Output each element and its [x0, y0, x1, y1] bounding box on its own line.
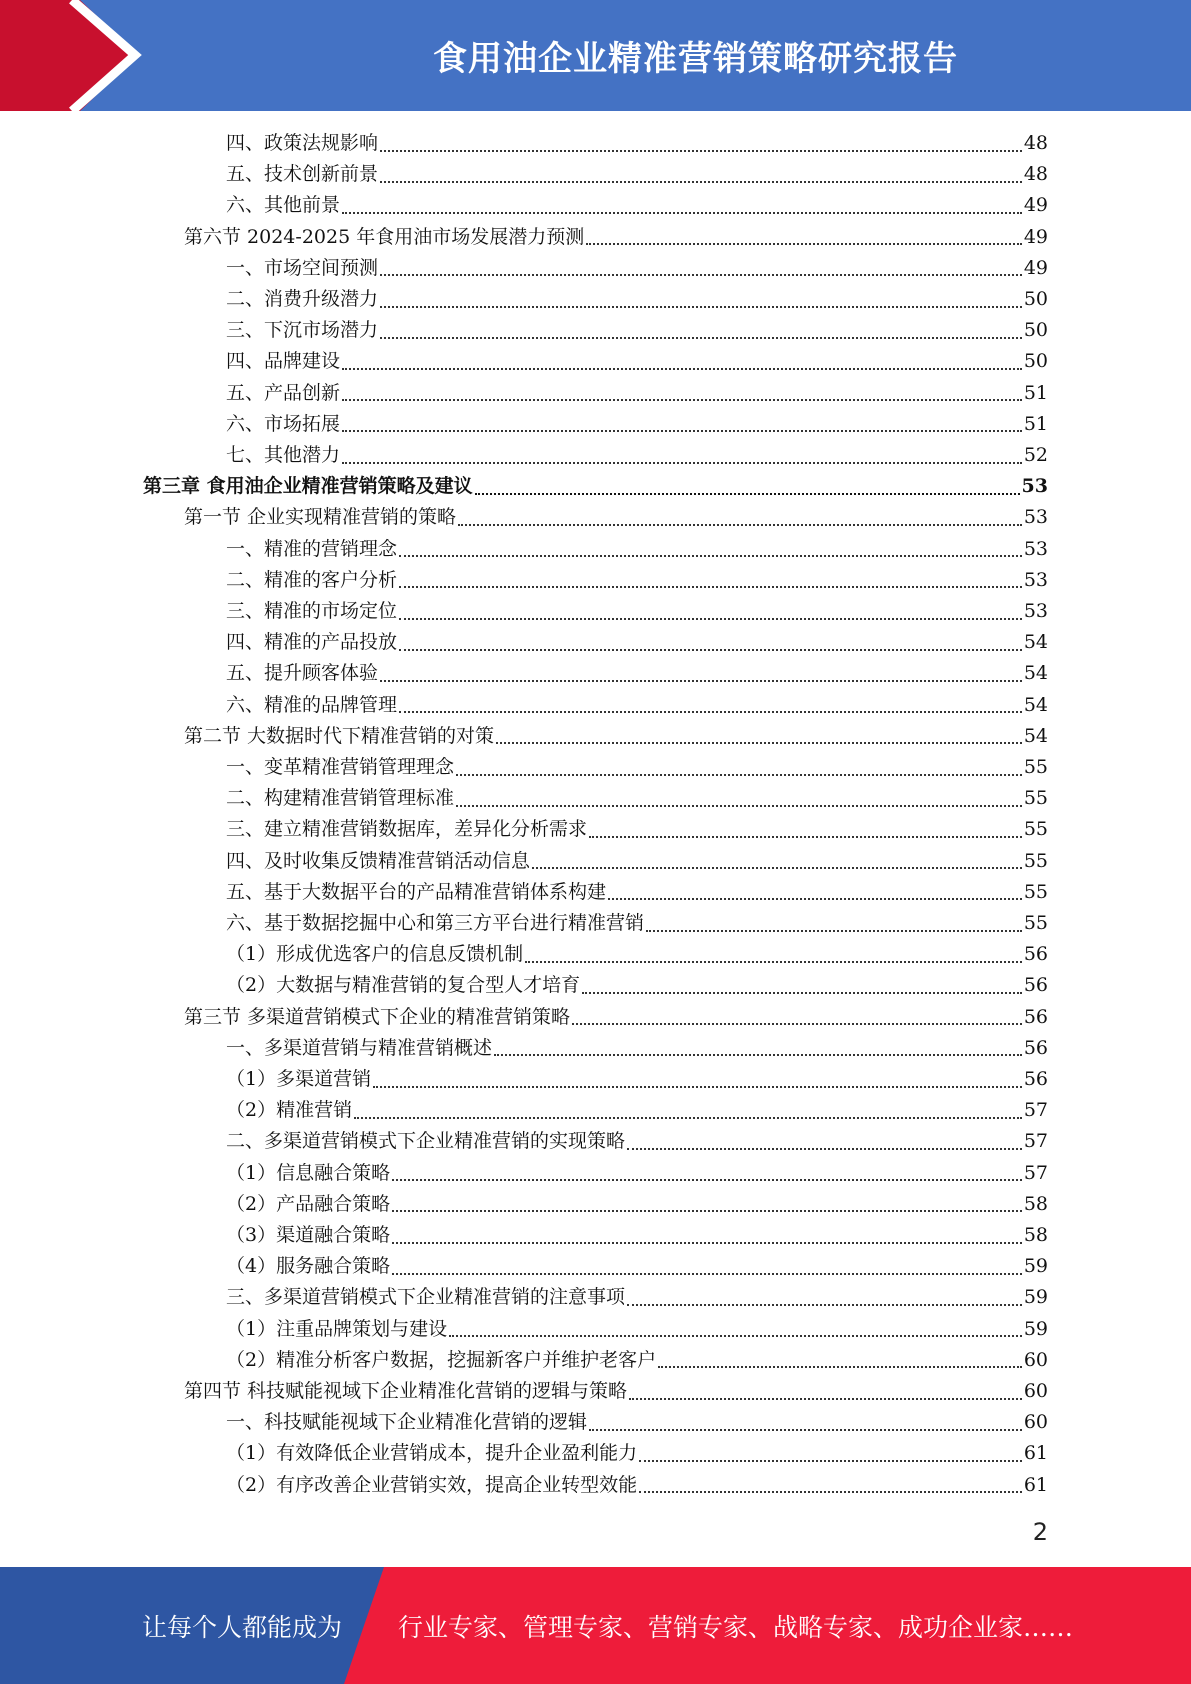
toc-entry-title: 六、其他前景: [226, 194, 341, 217]
toc-dot-leader: [449, 1335, 1022, 1337]
toc-dot-leader: [399, 555, 1022, 557]
toc-entry-page: 58: [1023, 1192, 1048, 1215]
toc-entry-page: 56: [1023, 1068, 1048, 1090]
toc-dot-leader: [380, 274, 1022, 276]
toc-entry-title: 七、其他潜力: [226, 444, 341, 466]
toc-dot-leader: [525, 961, 1022, 963]
toc-entry[interactable]: [226, 596, 1048, 627]
toc-entry-title: 二、精准的客户分析: [226, 568, 398, 591]
toc-entry-title: （2）有序改善企业营销实效，提高企业转型效能: [226, 1473, 638, 1496]
toc-entry-title: （2）产品融合策略: [226, 1192, 391, 1215]
toc-entry-page: 55: [1023, 849, 1048, 872]
toc-dot-leader: [380, 680, 1022, 682]
toc-entry-title: （2）大数据与精准营销的复合型人才培育: [226, 974, 581, 997]
toc-entry-page: 50: [1023, 288, 1048, 310]
toc-entry[interactable]: [226, 970, 1048, 1001]
toc-dot-leader: [572, 1023, 1022, 1025]
toc-entry-title: 二、构建精准营销管理标准: [226, 787, 455, 810]
toc-entry[interactable]: [226, 534, 1048, 565]
toc-dot-leader: [380, 150, 1022, 152]
toc-entry-title: 第三章 食用油企业精准营销策略及建议: [143, 475, 473, 498]
toc-entry-title: 第六节 2024-2025 年食用油市场发展潜力预测: [184, 225, 585, 248]
toc-entry-page: 61: [1023, 1442, 1048, 1465]
toc-entry[interactable]: [226, 783, 1048, 814]
toc-entry-title: 六、精准的品牌管理: [226, 693, 398, 716]
toc-entry-page: 55: [1023, 912, 1048, 934]
toc-dot-leader: [380, 181, 1022, 183]
toc-dot-leader: [589, 1429, 1022, 1431]
toc-dot-leader: [456, 805, 1022, 807]
toc-entry[interactable]: [226, 908, 1048, 939]
toc-entry[interactable]: [226, 159, 1048, 190]
toc-entry-page: 53: [1023, 568, 1048, 591]
toc-entry-title: 一、市场空间预测: [226, 256, 379, 279]
toc-entry[interactable]: [226, 190, 1048, 221]
toc-dot-leader: [392, 1179, 1022, 1181]
toc-entry[interactable]: [226, 752, 1048, 783]
toc-entry-title: 六、基于数据挖掘中心和第三方平台进行精准营销: [226, 912, 645, 934]
page-number: 2: [1032, 1518, 1048, 1546]
toc-entry-title: 三、多渠道营销模式下企业精准营销的注意事项: [226, 1286, 626, 1309]
toc-dot-leader: [658, 1366, 1022, 1368]
toc-dot-leader: [532, 867, 1022, 869]
toc-entry-title: （1）注重品牌策划与建设: [226, 1317, 448, 1340]
toc-dot-leader: [399, 649, 1022, 651]
toc-entry[interactable]: [226, 128, 1048, 159]
toc-entry-page: 56: [1023, 1005, 1048, 1028]
toc-entry[interactable]: [226, 939, 1048, 970]
toc-entry[interactable]: [226, 409, 1048, 440]
toc-entry-title: 二、多渠道营销模式下企业精准营销的实现策略: [226, 1130, 626, 1153]
toc-entry[interactable]: [226, 1407, 1048, 1438]
toc-entry[interactable]: [226, 1438, 1048, 1469]
toc-entry-title: 一、变革精准营销管理理念: [226, 756, 455, 778]
toc-dot-leader: [494, 1054, 1022, 1056]
toc-dot-leader: [399, 711, 1022, 713]
toc-dot-leader: [608, 898, 1022, 900]
toc-dot-leader: [399, 618, 1022, 620]
toc-entry-page: 55: [1023, 756, 1048, 778]
toc-dot-leader: [373, 1086, 1022, 1088]
toc-entry[interactable]: [184, 502, 1048, 533]
toc-entry-page: 53: [1023, 537, 1048, 560]
toc-entry-title: 五、产品创新: [226, 381, 341, 404]
toc-entry[interactable]: [226, 1126, 1048, 1157]
toc-dot-leader: [456, 774, 1022, 776]
toc-dot-leader: [342, 399, 1022, 401]
toc-entry[interactable]: [226, 1220, 1048, 1251]
toc-entry-page: 51: [1023, 412, 1048, 435]
toc-entry-page: 58: [1023, 1224, 1048, 1246]
page-header: [0, 0, 1191, 111]
toc-dot-leader: [354, 1117, 1022, 1119]
toc-entry-title: 五、基于大数据平台的产品精准营销体系构建: [226, 880, 607, 903]
toc-entry[interactable]: [184, 222, 1048, 253]
toc-entry-page: 60: [1023, 1348, 1048, 1371]
toc-entry-title: （2）精准分析客户数据，挖掘新客户并维护老客户: [226, 1348, 657, 1371]
toc-dot-leader: [392, 1210, 1022, 1212]
toc-entry[interactable]: [226, 877, 1048, 908]
toc-dot-leader: [475, 493, 1020, 495]
toc-entry[interactable]: [226, 1189, 1048, 1220]
toc-entry-title: 四、品牌建设: [226, 350, 341, 373]
toc-entry[interactable]: [226, 846, 1048, 877]
toc-dot-leader: [589, 836, 1022, 838]
toc-entry-page: 51: [1023, 381, 1048, 404]
toc-entry-title: 第四节 科技赋能视域下企业精准化营销的逻辑与策略: [184, 1380, 628, 1402]
toc-entry-page: 55: [1023, 787, 1048, 810]
toc-entry-page: 59: [1023, 1255, 1048, 1278]
toc-dot-leader: [458, 524, 1022, 526]
toc-entry[interactable]: [226, 814, 1048, 845]
toc-entry-page: 56: [1023, 943, 1048, 966]
toc-entry-page: 54: [1023, 724, 1048, 747]
toc-entry[interactable]: [226, 658, 1048, 689]
footer-slogan-right: 行业专家、管理专家、营销专家、战略专家、成功企业家……: [398, 1612, 1074, 1642]
toc-entry-title: 一、精准的营销理念: [226, 537, 398, 560]
toc-entry-title: 四、精准的产品投放: [226, 631, 398, 654]
toc-dot-leader: [380, 337, 1022, 339]
toc-entry-page: 59: [1023, 1286, 1048, 1309]
toc-entry[interactable]: [226, 1033, 1048, 1064]
toc-entry-title: （1）形成优选客户的信息反馈机制: [226, 943, 524, 966]
toc-entry-title: （1）信息融合策略: [226, 1161, 391, 1184]
toc-entry-page: 54: [1023, 631, 1048, 654]
toc-entry[interactable]: [226, 1158, 1048, 1189]
toc-entry-title: 第三节 多渠道营销模式下企业的精准营销策略: [184, 1005, 571, 1028]
toc-dot-leader: [639, 1491, 1022, 1493]
toc-dot-leader: [582, 992, 1022, 994]
toc-dot-leader: [627, 1304, 1022, 1306]
toc-dot-leader: [342, 462, 1022, 464]
toc-entry-page: 54: [1023, 662, 1048, 685]
toc-entry[interactable]: [226, 1345, 1048, 1376]
toc-entry-title: 第二节 大数据时代下精准营销的对策: [184, 724, 495, 747]
toc-entry[interactable]: [226, 1470, 1048, 1501]
toc-dot-leader: [342, 430, 1022, 432]
toc-entry-title: （1）多渠道营销: [226, 1068, 372, 1090]
toc-entry-page: 48: [1023, 132, 1048, 154]
toc-dot-leader: [342, 368, 1022, 370]
toc-entry-page: 57: [1023, 1130, 1048, 1153]
report-title: 食用油企业精准营销策略研究报告: [433, 39, 958, 79]
footer-slogan-left: 让每个人都能成为: [142, 1612, 343, 1642]
toc-entry-title: 六、市场拓展: [226, 412, 341, 435]
toc-entry-page: 53: [1023, 600, 1048, 622]
toc-entry-page: 60: [1023, 1411, 1048, 1434]
toc-entry-page: 49: [1023, 225, 1048, 248]
page-footer: [0, 1567, 1191, 1684]
toc-entry[interactable]: [226, 1064, 1048, 1095]
toc-entry[interactable]: [226, 1251, 1048, 1282]
toc-entry-page: 49: [1023, 256, 1048, 279]
toc-entry-title: 五、技术创新前景: [226, 163, 379, 186]
toc-entry-page: 59: [1023, 1317, 1048, 1340]
toc-entry-page: 48: [1023, 163, 1048, 186]
toc-entry-page: 54: [1023, 693, 1048, 716]
toc-dot-leader: [399, 586, 1022, 588]
toc-entry-page: 56: [1023, 974, 1048, 997]
toc-entry-title: 三、下沉市场潜力: [226, 319, 379, 342]
toc-entry-page: 55: [1023, 818, 1048, 841]
toc-entry[interactable]: [226, 565, 1048, 596]
toc-entry-title: 第一节 企业实现精准营销的策略: [184, 506, 457, 529]
toc-entry[interactable]: [184, 1376, 1048, 1407]
toc-entry[interactable]: [226, 378, 1048, 409]
toc-entry[interactable]: [226, 1314, 1048, 1345]
toc-entry[interactable]: [226, 346, 1048, 377]
toc-entry[interactable]: [184, 1002, 1048, 1033]
toc-entry[interactable]: [226, 315, 1048, 346]
toc-entry-title: 四、及时收集反馈精准营销活动信息: [226, 849, 531, 872]
toc-entry-page: 55: [1023, 880, 1048, 903]
toc-entry-title: 三、精准的市场定位: [226, 600, 398, 622]
toc-dot-leader: [496, 742, 1022, 744]
toc-entry-title: 一、科技赋能视域下企业精准化营销的逻辑: [226, 1411, 588, 1434]
toc-entry[interactable]: [184, 721, 1048, 752]
toc-entry[interactable]: [226, 440, 1048, 471]
toc-entry-page: 50: [1023, 350, 1048, 373]
toc-entry-page: 61: [1023, 1473, 1048, 1496]
toc-entry-page: 53: [1021, 475, 1048, 498]
toc-entry-page: 57: [1023, 1161, 1048, 1184]
toc-dot-leader: [586, 243, 1022, 245]
toc-entry-page: 49: [1023, 194, 1048, 217]
toc-dot-leader: [342, 212, 1022, 214]
toc-entry-page: 50: [1023, 319, 1048, 342]
toc-entry-page: 60: [1023, 1380, 1048, 1402]
toc-entry-title: 四、政策法规影响: [226, 132, 379, 154]
toc-entry-title: （3）渠道融合策略: [226, 1224, 391, 1246]
toc-entry-title: （4）服务融合策略: [226, 1255, 391, 1278]
toc-dot-leader: [629, 1398, 1022, 1400]
toc-entry[interactable]: [226, 690, 1048, 721]
toc-entry-title: （2）精准营销: [226, 1099, 353, 1122]
toc-entry[interactable]: [226, 1282, 1048, 1313]
toc-entry-page: 57: [1023, 1099, 1048, 1122]
toc-dot-leader: [639, 1460, 1022, 1462]
toc-dot-leader: [380, 306, 1022, 308]
toc-entry-page: 53: [1023, 506, 1048, 529]
toc-entry[interactable]: [143, 471, 1048, 502]
toc-entry-page: 56: [1023, 1036, 1048, 1059]
toc-entry-title: 一、多渠道营销与精准营销概述: [226, 1036, 493, 1059]
toc-dot-leader: [627, 1148, 1022, 1150]
toc-dot-leader: [392, 1242, 1022, 1244]
toc-dot-leader: [392, 1273, 1022, 1275]
toc-entry[interactable]: [226, 1095, 1048, 1126]
chevron-right-icon: [0, 0, 160, 111]
toc-entry[interactable]: [226, 253, 1048, 284]
toc-entry[interactable]: [226, 627, 1048, 658]
toc-entry-page: 52: [1023, 444, 1048, 466]
toc-entry-title: 二、消费升级潜力: [226, 288, 379, 310]
toc-entry-title: （1）有效降低企业营销成本，提升企业盈利能力: [226, 1442, 638, 1465]
toc-entry-title: 三、建立精准营销数据库，差异化分析需求: [226, 818, 588, 841]
toc-dot-leader: [646, 930, 1022, 932]
toc-entry-title: 五、提升顾客体验: [226, 662, 379, 685]
toc-entry[interactable]: [226, 284, 1048, 315]
